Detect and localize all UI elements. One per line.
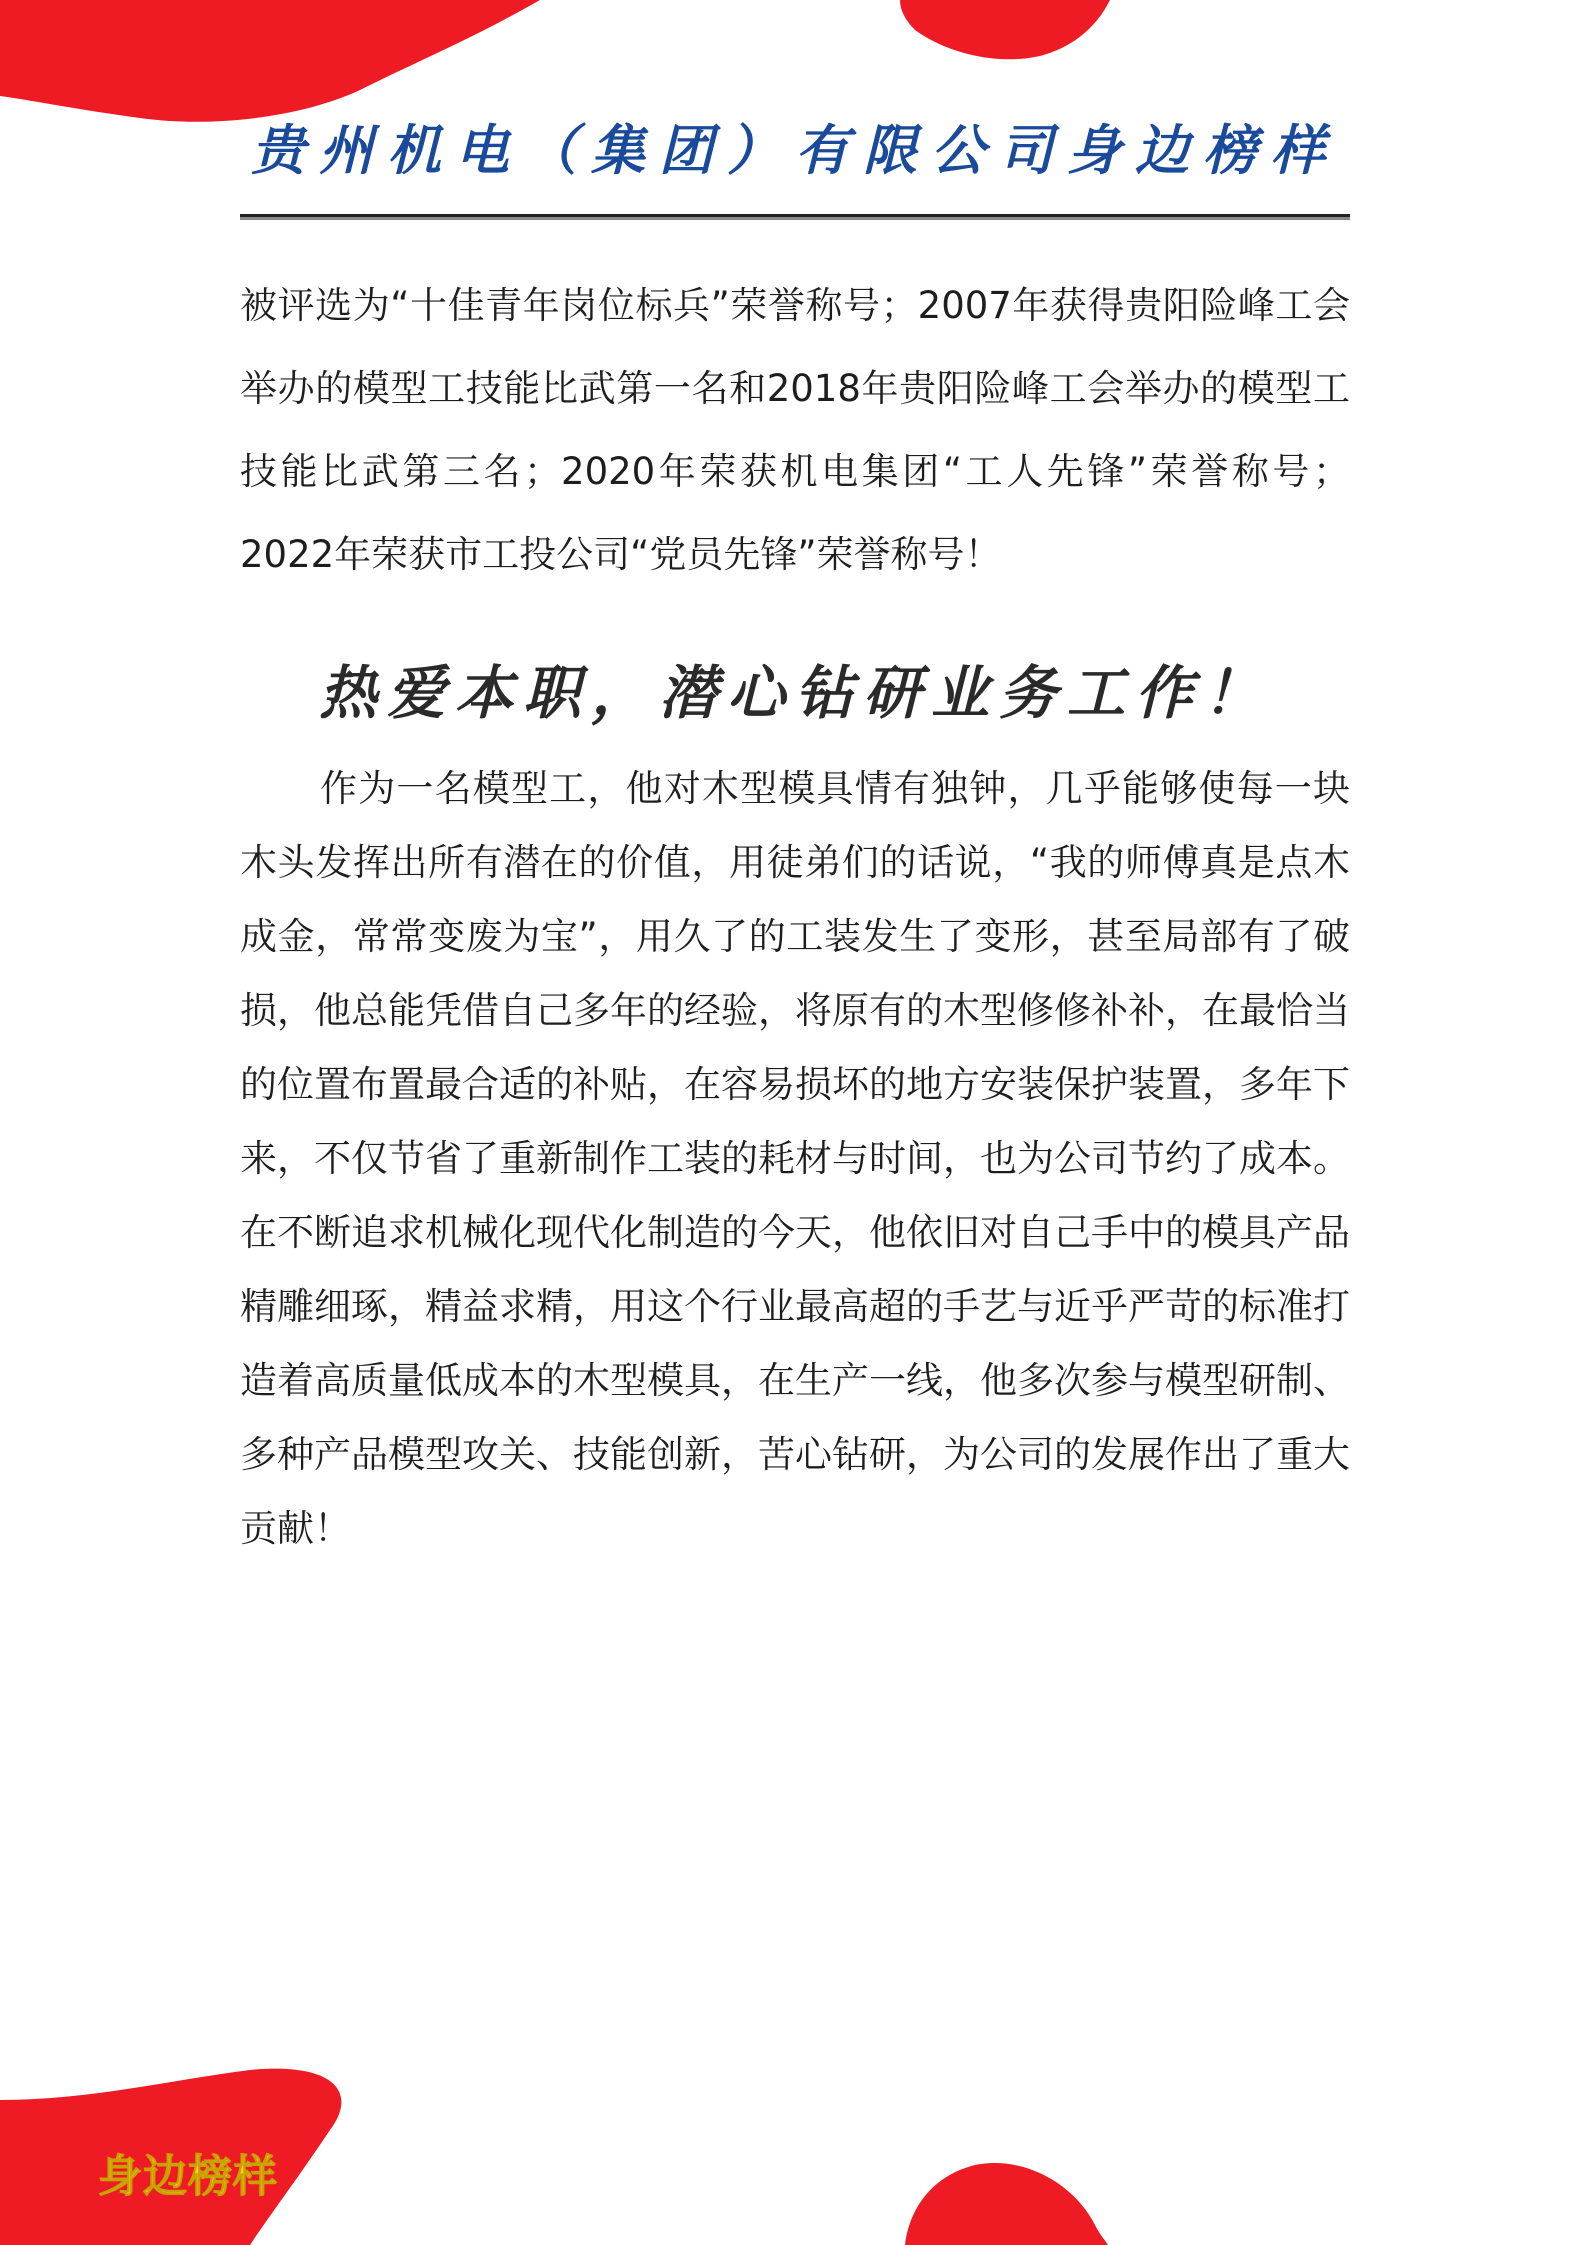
page-title: 贵州机电（集团）有限公司身边榜样 [251,118,1339,182]
header-divider [240,214,1350,220]
top-right-red-wave [900,0,1110,59]
intro-paragraph: 被评选为“十佳青年岗位标兵”荣誉称号；2007年获得贵阳险峰工会举办的模型工技能比武第一名和2018年贵阳险峰工会举办的模型工技能比武第三名；2020年荣获机电集团“工人先锋”荣誉称号；2022年荣获市工投公司“党员先锋”荣誉称号！ [240,284,1350,576]
top-left-red-wave [0,0,540,122]
body-paragraph: 作为一名模型工，他对木型模具情有独钟，几乎能够使每一块木头发挥出所有潜在的价值，用徒弟们的话说，“我的师傅真是点木成金，常常变废为宝”，用久了的工装发生了变形，甚至局部有了破损，他总能凭借自己多年的经验，将原有的木型修修补补，在最恰当的位置布置最合适的补贴，在容易损坏的地方安装保护装置，多年下来，不仅节省了重新制作工装的耗材与时间，也为公司节约了成本。在不断追求机械化现代化制造的今天，他依旧对自己手中的模具产品精雕细琢，精益求精，用这个行业最高超的手艺与近乎严苛的标准打造着高质量低成本的木型模具，在生产一线，他多次参与模型研制、多种产品模型攻关、技能创新，苦心钻研，为公司的发展作出了重大贡献！ [240,767,1350,1550]
bottom-right-red-wave [905,2163,1108,2245]
page-header [240,118,1350,182]
footer-label: 身边榜样 [98,2151,278,2202]
section-heading: 热爱本职，潜心钻研业务工作！ [318,659,1271,727]
